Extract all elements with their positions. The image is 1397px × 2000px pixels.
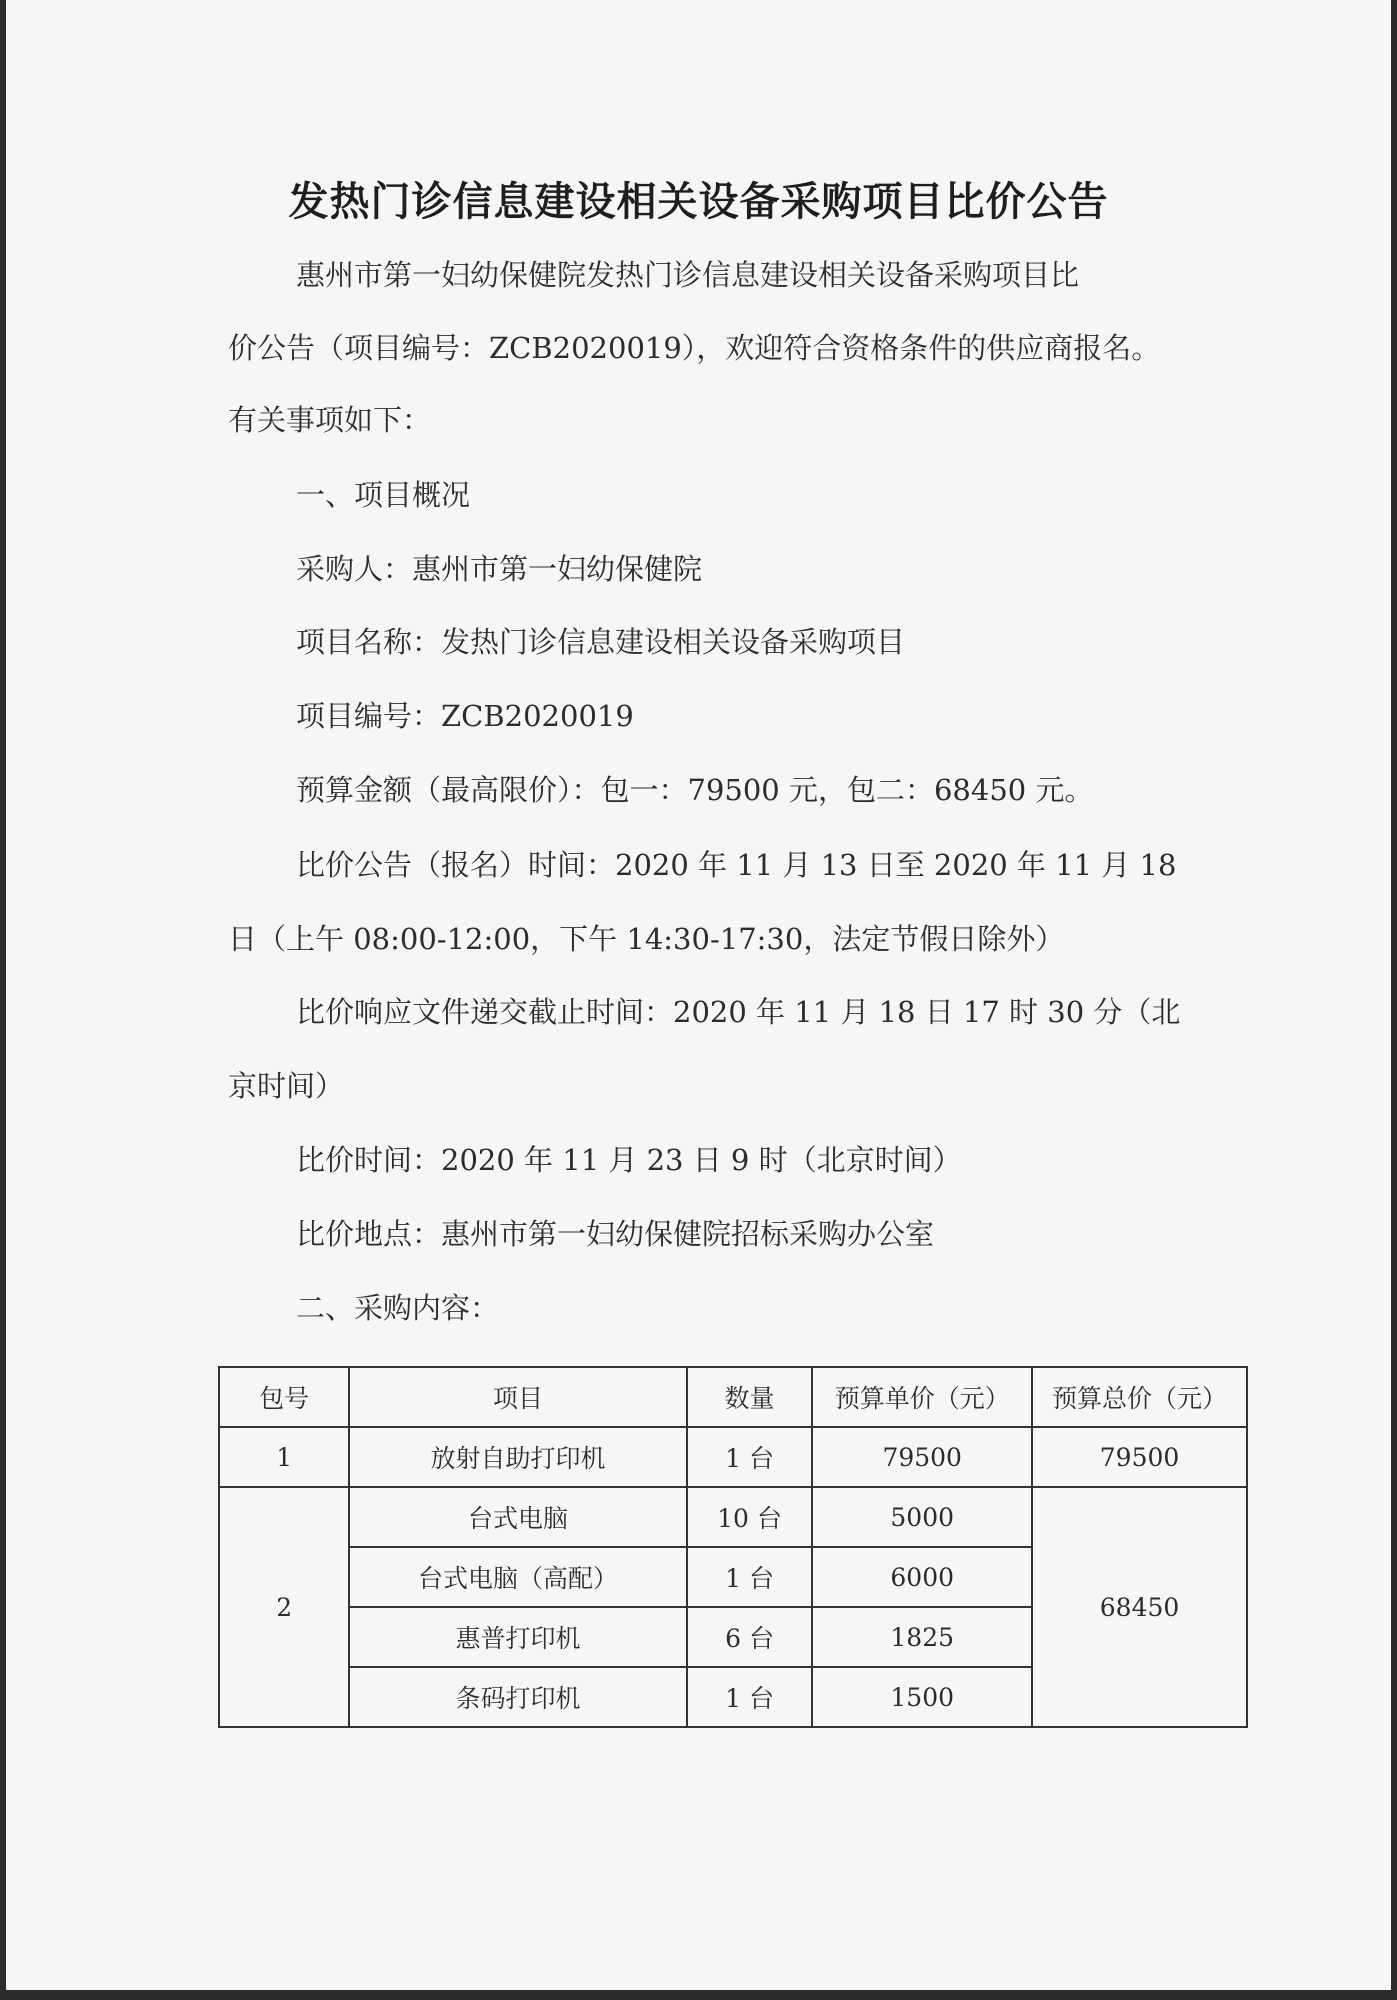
compare-time-line: 比价时间：2020 年 11 月 23 日 9 时（北京时间）	[296, 1143, 962, 1177]
quantity-cell: 10 台	[687, 1487, 813, 1547]
unit-price-cell: 1825	[812, 1607, 1032, 1667]
table-row	[219, 1427, 1247, 1487]
total-price-cell: 79500	[1032, 1427, 1247, 1487]
project-no-line: 项目编号：ZCB2020019	[296, 699, 634, 733]
unit-price-cell: 79500	[812, 1427, 1032, 1487]
intro-line-3: 有关事项如下：	[228, 403, 432, 437]
unit-price-cell: 5000	[812, 1487, 1032, 1547]
project-name-line: 项目名称：发热门诊信息建设相关设备采购项目	[296, 625, 906, 659]
intro-line-2: 价公告（项目编号：ZCB2020019），欢迎符合资格条件的供应商报名。	[228, 331, 1161, 365]
intro-line-1: 惠州市第一妇幼保健院发热门诊信息建设相关设备采购项目比	[296, 258, 1080, 292]
compare-place-line: 比价地点：惠州市第一妇幼保健院招标采购办公室	[296, 1217, 935, 1251]
package-no-cell: 1	[219, 1427, 349, 1487]
unit-price-cell: 6000	[812, 1547, 1032, 1607]
purchaser-line: 采购人：惠州市第一妇幼保健院	[296, 552, 703, 586]
section1-heading: 一、项目概况	[296, 478, 471, 512]
item-cell: 台式电脑	[349, 1487, 686, 1547]
total-price-cell: 68450	[1032, 1487, 1247, 1727]
quantity-cell: 6 台	[687, 1607, 813, 1667]
header-total-price: 预算总价（元）	[1032, 1367, 1247, 1427]
procurement-table	[218, 1366, 1248, 1728]
header-package-no: 包号	[219, 1367, 349, 1427]
item-cell: 放射自助打印机	[349, 1427, 686, 1487]
item-cell: 惠普打印机	[349, 1607, 686, 1667]
table-row	[219, 1487, 1247, 1547]
item-cell: 台式电脑（高配）	[349, 1547, 686, 1607]
deadline-line-2: 京时间）	[228, 1069, 345, 1103]
quantity-cell: 1 台	[687, 1427, 813, 1487]
unit-price-cell: 1500	[812, 1667, 1032, 1727]
header-quantity: 数量	[687, 1367, 813, 1427]
item-cell: 条码打印机	[349, 1667, 686, 1727]
quantity-cell: 1 台	[687, 1547, 813, 1607]
section2-heading: 二、采购内容：	[296, 1291, 500, 1325]
notice-time-line-1: 比价公告（报名）时间：2020 年 11 月 13 日至 2020 年 11 月 18	[296, 848, 1177, 882]
notice-time-line-2: 日（上午 08:00-12:00，下午 14:30-17:30，法定节假日除外）	[228, 922, 1065, 956]
document-page	[6, 0, 1391, 1990]
quantity-cell: 1 台	[687, 1667, 813, 1727]
table-header-row	[219, 1367, 1247, 1427]
document-title: 发热门诊信息建设相关设备采购项目比价公告	[288, 179, 1109, 225]
budget-line: 预算金额（最高限价）：包一：79500 元，包二：68450 元。	[296, 773, 1094, 807]
package-no-cell: 2	[219, 1487, 349, 1727]
deadline-line-1: 比价响应文件递交截止时间：2020 年 11 月 18 日 17 时 30 分（北	[296, 995, 1181, 1029]
header-unit-price: 预算单价（元）	[812, 1367, 1032, 1427]
header-item: 项目	[349, 1367, 686, 1427]
